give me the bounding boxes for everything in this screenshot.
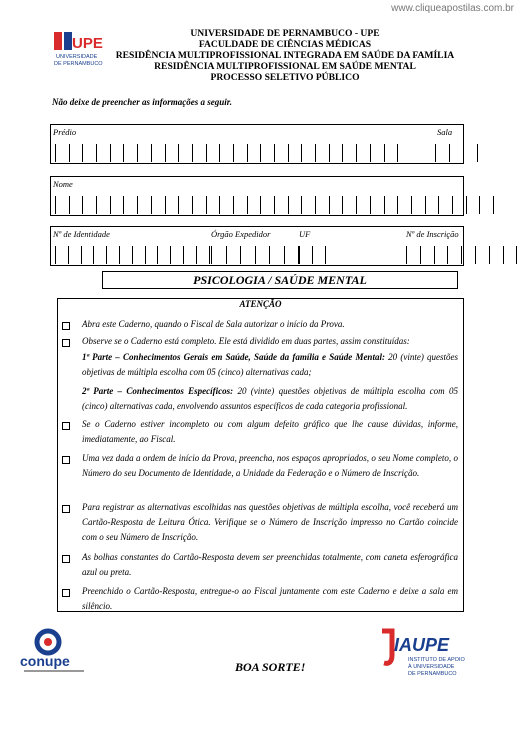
building-label: Prédio bbox=[53, 127, 77, 137]
good-luck-text: BOA SORTE! bbox=[235, 660, 306, 674]
input-cell[interactable] bbox=[106, 246, 119, 264]
input-cell[interactable] bbox=[233, 144, 247, 162]
input-cell[interactable] bbox=[137, 196, 151, 214]
registration-label: Nº de Inscrição bbox=[406, 229, 459, 239]
input-cell[interactable] bbox=[434, 246, 448, 264]
iaupe-logo bbox=[378, 625, 473, 683]
input-cell[interactable] bbox=[55, 144, 69, 162]
input-cell[interactable] bbox=[93, 246, 106, 264]
input-cell[interactable] bbox=[406, 246, 420, 264]
input-cell[interactable] bbox=[329, 144, 343, 162]
attention-part-1 bbox=[82, 350, 458, 380]
input-cell[interactable] bbox=[284, 246, 300, 264]
input-cell[interactable] bbox=[269, 246, 284, 264]
name-label: Nome bbox=[53, 179, 73, 189]
input-cell[interactable] bbox=[301, 196, 315, 214]
input-cell[interactable] bbox=[384, 196, 398, 214]
attention-item-7: Preenchido o Cartão-Resposta, entregue-o ao Fiscal juntamente com este Caderno e deixe a sala em silêncio. bbox=[82, 586, 458, 611]
name-box bbox=[50, 176, 464, 216]
input-cell[interactable] bbox=[255, 246, 270, 264]
issuer-label: Órgão Expedidor bbox=[211, 229, 271, 239]
input-cell[interactable] bbox=[123, 196, 137, 214]
header-line-residency-mental: RESIDÊNCIA MULTIPROFISSIONAL EM SAÚDE MENTAL bbox=[154, 61, 416, 72]
input-cell[interactable] bbox=[420, 246, 434, 264]
attention-box bbox=[57, 298, 464, 612]
input-cell[interactable] bbox=[315, 196, 329, 214]
state-input-cells[interactable] bbox=[299, 246, 326, 264]
input-cell[interactable] bbox=[370, 196, 384, 214]
input-cell[interactable] bbox=[96, 144, 110, 162]
input-cell[interactable] bbox=[329, 196, 343, 214]
input-cell[interactable] bbox=[425, 196, 439, 214]
input-cell[interactable] bbox=[342, 196, 356, 214]
attention-item-1: Abra este Caderno, quando o Fiscal de Sala autorizar o início da Prova. bbox=[82, 319, 345, 329]
input-cell[interactable] bbox=[157, 246, 170, 264]
input-cell[interactable] bbox=[165, 144, 179, 162]
input-cell[interactable] bbox=[119, 246, 132, 264]
attention-item-3: Se o Caderno estiver incompleto ou com algum defeito gráfico que lhe cause dúvidas, informe, imediatamente, ao Fiscal. bbox=[82, 419, 458, 444]
iaupe-logo-letters: IAUPE bbox=[394, 635, 450, 655]
checkbox-icon bbox=[62, 422, 70, 430]
input-cell[interactable] bbox=[288, 144, 302, 162]
header-line-residency-family: RESIDÊNCIA MULTIPROFISSIONAL INTEGRADA EM SAÚDE DA FAMÍLIA bbox=[115, 50, 455, 61]
input-cell[interactable] bbox=[110, 144, 124, 162]
room-input-cells[interactable] bbox=[435, 144, 478, 162]
input-cell[interactable] bbox=[274, 144, 288, 162]
input-cell[interactable] bbox=[260, 144, 274, 162]
input-cell[interactable] bbox=[411, 196, 425, 214]
input-cell[interactable] bbox=[356, 144, 370, 162]
input-cell[interactable] bbox=[247, 144, 261, 162]
document-header bbox=[95, 28, 475, 83]
checkbox-icon bbox=[62, 589, 70, 597]
conupe-logo bbox=[18, 628, 98, 678]
input-cell[interactable] bbox=[192, 144, 206, 162]
input-cell[interactable] bbox=[315, 144, 329, 162]
state-label: UF bbox=[299, 229, 311, 239]
iaupe-logo-line1: INSTITUTO DE APOIO bbox=[408, 657, 465, 663]
input-cell[interactable] bbox=[178, 196, 192, 214]
input-cell[interactable] bbox=[449, 144, 463, 162]
input-cell[interactable] bbox=[206, 144, 220, 162]
identity-input-cells[interactable] bbox=[55, 246, 210, 264]
conupe-logo-text: conupe bbox=[20, 653, 70, 669]
iaupe-logo-line2: À UNIVERSIDADE bbox=[408, 664, 455, 670]
input-cell[interactable] bbox=[192, 196, 206, 214]
input-cell[interactable] bbox=[438, 196, 452, 214]
issuer-input-cells[interactable] bbox=[211, 246, 299, 264]
input-cell[interactable] bbox=[151, 196, 165, 214]
upe-logo-sub1: UNIVERSIDADE bbox=[56, 54, 98, 60]
header-line-university: UNIVERSIDADE DE PERNAMBUCO - UPE bbox=[190, 28, 380, 39]
attention-item-2: Observe se o Caderno está completo. Ele está dividido em duas partes, assim constituídas: bbox=[82, 336, 410, 346]
input-cell[interactable] bbox=[397, 196, 411, 214]
header-line-faculty: FACULDADE DE CIÊNCIAS MÉDICAS bbox=[198, 39, 372, 50]
input-cell[interactable] bbox=[274, 196, 288, 214]
input-cell[interactable] bbox=[247, 196, 261, 214]
input-cell[interactable] bbox=[240, 246, 255, 264]
input-cell[interactable] bbox=[384, 144, 399, 162]
checkbox-icon bbox=[62, 322, 70, 330]
input-cell[interactable] bbox=[475, 246, 489, 264]
input-cell[interactable] bbox=[219, 144, 233, 162]
fill-notice: Não deixe de preencher as informações a seguir. bbox=[52, 97, 232, 107]
upe-logo-letters: UPE bbox=[72, 35, 103, 52]
input-cell[interactable] bbox=[151, 144, 165, 162]
input-cell[interactable] bbox=[96, 196, 110, 214]
input-cell[interactable] bbox=[260, 196, 274, 214]
iaupe-logo-line3: DE PERNAMBUCO bbox=[408, 671, 457, 677]
subject-title: PSICOLOGIA / SAÚDE MENTAL bbox=[102, 271, 458, 289]
input-cell[interactable] bbox=[137, 144, 151, 162]
part-1-heading: 1ª Parte – Conhecimentos Gerais em Saúde, Saúde da família e Saúde Mental: bbox=[82, 352, 385, 362]
input-cell[interactable] bbox=[447, 246, 461, 264]
input-cell[interactable] bbox=[435, 144, 449, 162]
checkbox-icon bbox=[62, 339, 70, 347]
upe-logo-sub2: DE PERNAMBUCO bbox=[54, 61, 103, 67]
input-cell[interactable] bbox=[466, 196, 480, 214]
checkbox-icon bbox=[62, 555, 70, 563]
watermark-url: www.cliqueapostilas.com.br bbox=[391, 3, 514, 14]
input-cell[interactable] bbox=[370, 144, 384, 162]
input-cell[interactable] bbox=[489, 246, 503, 264]
part-2-heading: 2ª Parte – Conhecimentos Específicos: bbox=[82, 386, 234, 396]
input-cell[interactable] bbox=[82, 144, 96, 162]
input-cell[interactable] bbox=[183, 246, 196, 264]
input-cell[interactable] bbox=[196, 246, 210, 264]
input-cell[interactable] bbox=[219, 196, 233, 214]
input-cell[interactable] bbox=[165, 196, 179, 214]
header-line-process: PROCESSO SELETIVO PÚBLICO bbox=[210, 72, 360, 83]
building-room-box bbox=[50, 124, 464, 164]
input-cell[interactable] bbox=[211, 246, 226, 264]
input-cell[interactable] bbox=[226, 246, 241, 264]
attention-item-4: Uma vez dada a ordem de início da Prova, preencha, nos espaços apropriados, o seu Nome completo, o Número do seu Documento de Identidade, a Unidade da Federação e o Número de Inscrição. bbox=[82, 453, 458, 478]
input-cell[interactable] bbox=[452, 196, 466, 214]
part-2-text: 20 (vinte) questões objetivas de múltipla escolha com 05 (cinco) alternativas cada, envolvendo assuntos específicos de cada categoria profissional. bbox=[82, 386, 458, 411]
input-cell[interactable] bbox=[55, 196, 69, 214]
input-cell[interactable] bbox=[206, 196, 220, 214]
attention-title: ATENÇÃO bbox=[239, 299, 282, 309]
attention-item-5: Para registrar as alternativas escolhidas nas questões objetivas de múltipla escolha, você receberá um Cartão-Resposta de Leitura Ótica. Verifique se o Número de Inscrição impresso no Cartão coincide com o seu Número de Inscrição. bbox=[82, 502, 458, 542]
input-cell[interactable] bbox=[82, 196, 96, 214]
name-input-cells[interactable] bbox=[55, 196, 494, 214]
identity-box bbox=[50, 226, 464, 266]
input-cell[interactable] bbox=[145, 246, 158, 264]
identity-label: Nº de Identidade bbox=[53, 229, 110, 239]
input-cell[interactable] bbox=[110, 196, 124, 214]
input-cell[interactable] bbox=[461, 246, 475, 264]
input-cell[interactable] bbox=[342, 144, 356, 162]
input-cell[interactable] bbox=[299, 246, 312, 264]
input-cell[interactable] bbox=[69, 144, 83, 162]
input-cell[interactable] bbox=[69, 196, 83, 214]
input-cell[interactable] bbox=[479, 196, 494, 214]
part-1-text: 20 (vinte) questões objetivas de múltipla escolha com 05 (cinco) alternativas cada; bbox=[82, 352, 459, 377]
building-input-cells[interactable] bbox=[55, 144, 398, 162]
input-cell[interactable] bbox=[123, 144, 137, 162]
input-cell[interactable] bbox=[503, 246, 518, 264]
input-cell[interactable] bbox=[170, 246, 183, 264]
room-label: Sala bbox=[437, 127, 453, 137]
input-cell[interactable] bbox=[288, 196, 302, 214]
input-cell[interactable] bbox=[233, 196, 247, 214]
input-cell[interactable] bbox=[356, 196, 370, 214]
input-cell[interactable] bbox=[301, 144, 315, 162]
input-cell[interactable] bbox=[463, 144, 478, 162]
checkbox-icon bbox=[62, 505, 70, 513]
attention-item-6: As bolhas constantes do Cartão-Resposta devem ser preenchidas totalmente, com caneta esferográfica azul ou preta. bbox=[82, 552, 458, 577]
input-cell[interactable] bbox=[312, 246, 326, 264]
input-cell[interactable] bbox=[55, 246, 68, 264]
input-cell[interactable] bbox=[81, 246, 94, 264]
attention-part-2 bbox=[82, 384, 458, 414]
checkbox-icon bbox=[62, 456, 70, 464]
input-cell[interactable] bbox=[178, 144, 192, 162]
registration-input-cells[interactable] bbox=[406, 246, 517, 264]
input-cell[interactable] bbox=[132, 246, 145, 264]
input-cell[interactable] bbox=[68, 246, 81, 264]
